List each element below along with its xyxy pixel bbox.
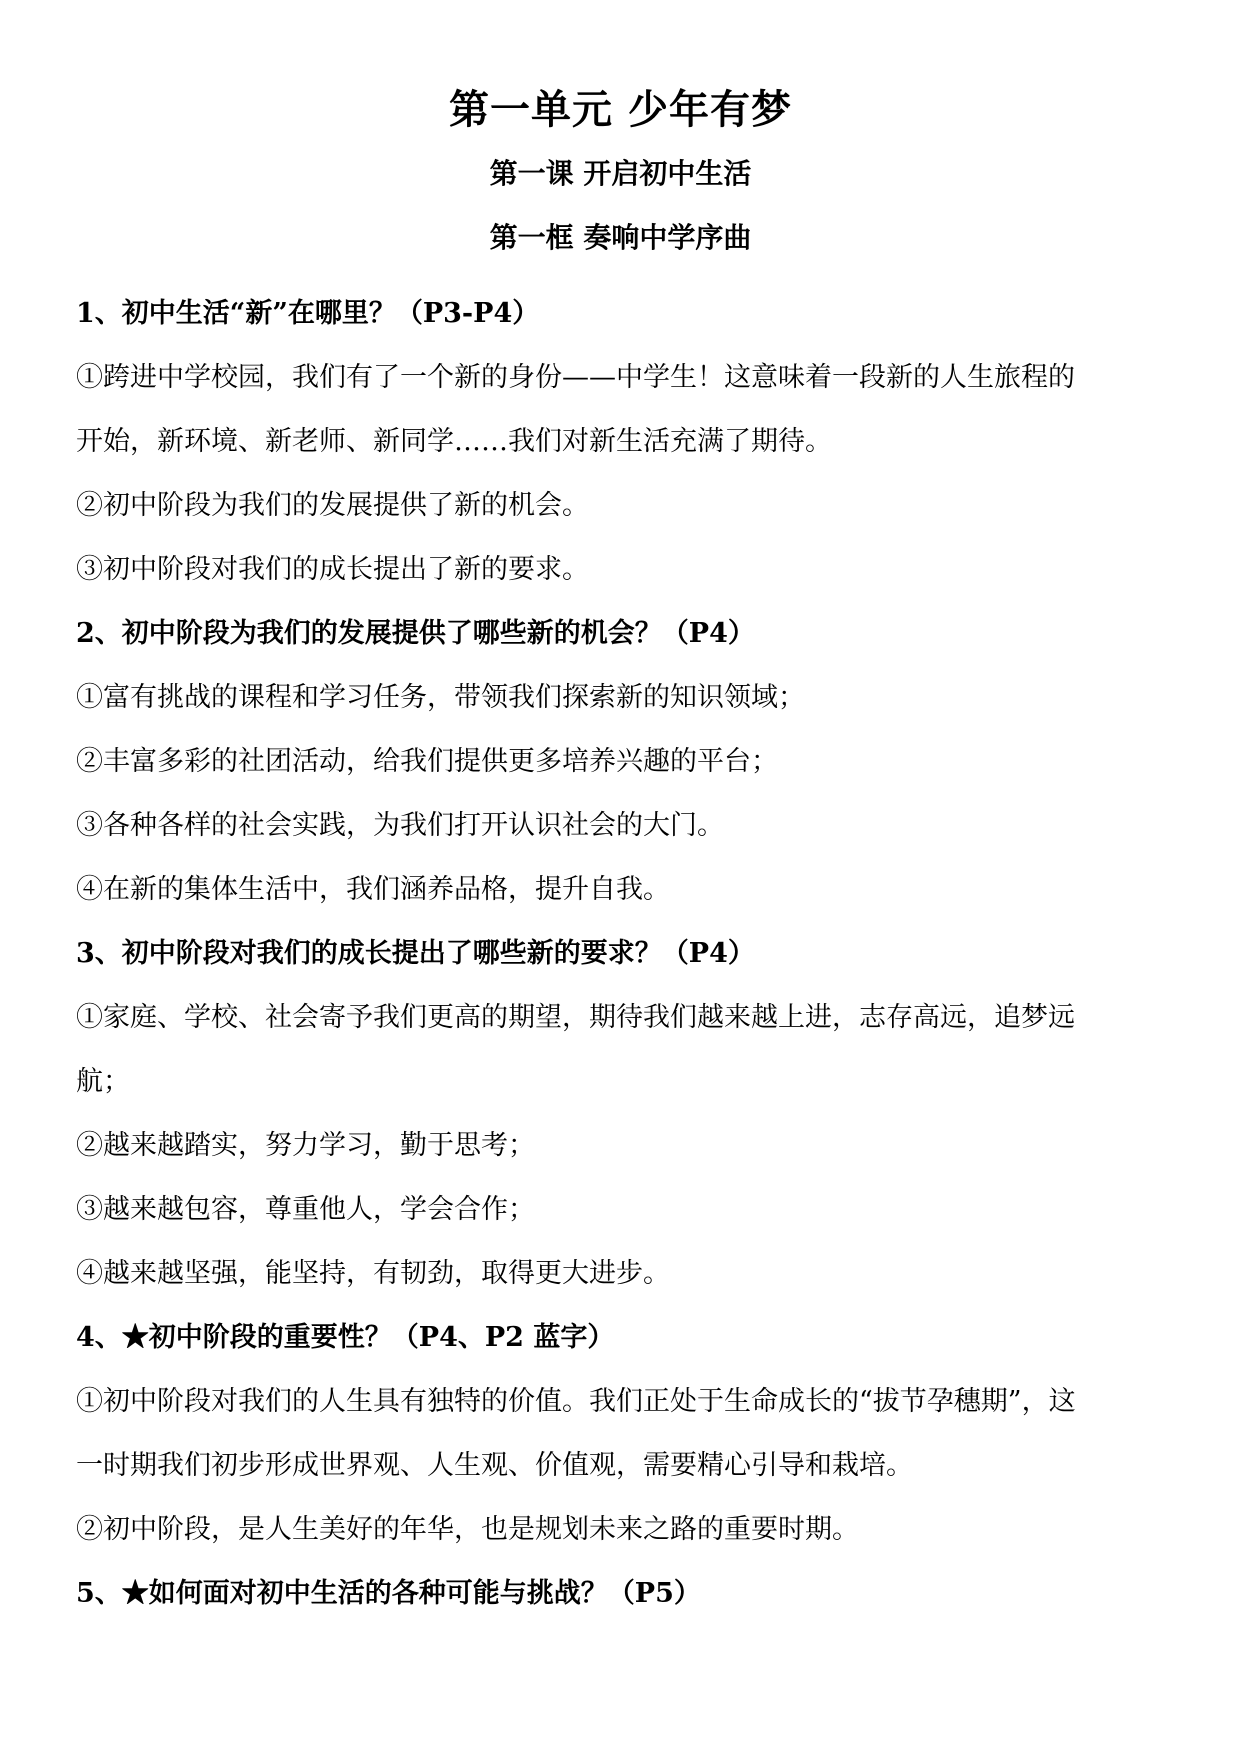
- section-heading: 3、初中阶段对我们的成长提出了哪些新的要求？（P4）: [76, 938, 755, 969]
- body-text-line: ②初中阶段，是人生美好的年华，也是规划未来之路的重要时期。: [76, 1514, 859, 1545]
- body-text-line: ②丰富多彩的社团活动，给我们提供更多培养兴趣的平台；: [76, 746, 778, 777]
- lesson-title: 第一课 开启初中生活: [489, 157, 752, 190]
- body-text-line: ③各种各样的社会实践，为我们打开认识社会的大门。: [76, 810, 724, 841]
- document-body: [76, 282, 1176, 1626]
- body-text-line: 开始，新环境、新老师、新同学……我们对新生活充满了期待。: [76, 426, 832, 457]
- body-text-line: ③越来越包容，尊重他人，学会合作；: [76, 1194, 535, 1225]
- frame-title: 第一框 奏响中学序曲: [489, 221, 752, 254]
- section-heading: 1、初中生活“新”在哪里？（P3-P4）: [76, 298, 540, 329]
- body-text-line: ①家庭、学校、社会寄予我们更高的期望，期待我们越来越上进，志存高远，追梦远: [76, 1002, 1075, 1033]
- body-text-line: ②越来越踏实，努力学习，勤于思考；: [76, 1130, 535, 1161]
- body-text-line: ④在新的集体生活中，我们涵养品格，提升自我。: [76, 874, 670, 905]
- body-text-line: ①初中阶段对我们的人生具有独特的价值。我们正处于生命成长的“拔节孕穗期”，这: [76, 1386, 1076, 1417]
- body-text-line: ④越来越坚强，能坚持，有韧劲，取得更大进步。: [76, 1258, 670, 1289]
- section-heading: 2、初中阶段为我们的发展提供了哪些新的机会？（P4）: [76, 618, 755, 649]
- body-text-line: ③初中阶段对我们的成长提出了新的要求。: [76, 554, 589, 585]
- section-heading: 4、★初中阶段的重要性？（P4、P2 蓝字）: [76, 1322, 615, 1353]
- body-text-line: 航；: [76, 1066, 130, 1097]
- body-text-line: ①富有挑战的课程和学习任务，带领我们探索新的知识领域；: [76, 682, 805, 713]
- unit-title: 第一单元 少年有梦: [449, 86, 792, 133]
- body-text-line: ①跨进中学校园，我们有了一个新的身份——中学生！这意味着一段新的人生旅程的: [76, 362, 1075, 393]
- section-heading: 5、★如何面对初中生活的各种可能与挑战？（P5）: [76, 1578, 701, 1609]
- body-text-line: 一时期我们初步形成世界观、人生观、价值观，需要精心引导和栽培。: [76, 1450, 913, 1481]
- body-text-line: ②初中阶段为我们的发展提供了新的机会。: [76, 490, 589, 521]
